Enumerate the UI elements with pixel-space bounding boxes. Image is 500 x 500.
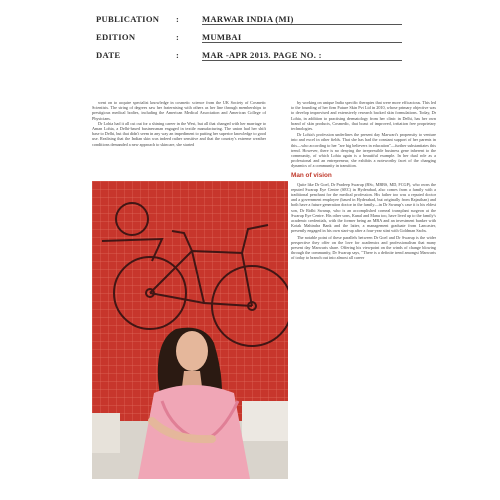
- date-label: DATE: [96, 50, 121, 60]
- subheading: Man of vision: [291, 171, 332, 179]
- edition-underline: [202, 42, 402, 43]
- paragraph: Dr Lohia's profession underlines the present day Marwari's propensity to venture into and excel in other fields. That she has had the constant support of her parents in this—who according to her "are big believers in education"—further substantiates this trend. However, there is no denying the irrepressible business gene inherent to the community, of which Lohia again is a beautiful example. In her dual role as a professional and an entrepreneur, she exhibits a noteworthy facet of the changing dynamics of a community in transition.: [291, 132, 436, 169]
- date-colon: :: [176, 50, 180, 60]
- cushion: [242, 401, 288, 441]
- right-column: [291, 100, 436, 262]
- edition-colon: :: [176, 32, 180, 42]
- edition-value: MUMBAI: [202, 32, 242, 42]
- publication-value: MARWAR INDIA (MI): [202, 14, 294, 24]
- photo-illustration: [92, 181, 288, 479]
- paragraph: The notable point of these parallels between Dr Goel and Dr Swarup is the wider perspective they offer on the love for academics and professionalism that many present day Marwaris share. Offering his viewpoint on the winds of change blowing through the community, Dr Swarup says, "There is a definite trend amongst Marwaris of today to branch out into almost all career: [291, 234, 436, 261]
- publication-label: PUBLICATION: [96, 14, 160, 24]
- edition-row: [96, 32, 476, 50]
- paragraph: Quite like Dr Goel, Dr Pradeep Swarup (BSc, MBBS, MD, FCGP), who owns the reputed Swarup Eye Centre (SEC) in Hyderabad, also comes from a family with a traditional penchant for the medical profession. His father too was a reputed doctor and a government employee (based in Hyderabad, but originally from Rajasthan) and both have a future generation doctor in the family—in Dr Swarup's case it is his eldest son, Dr Ridhi Swarup, who is an accomplished corneal transplant surgeon at the Swarup Eye Centre. His other sons, Kunal and Manu too, have lived up to the family's academic credentials, with the former being an MBA and an investment banker with Kotak Mahindra Bank and the latter, a management graduate from Lancaster, presently engaged in his own start-up after a four-year stint with Goldman Sachs.: [291, 181, 436, 234]
- paragraph: went on to acquire specialist knowledge in cosmetic science from the UK Society of Cosmetic Scientists. The string of degrees saw her fraternising with others as her line through memberships to prestigious medical bodies, including the American Medical Association and American College of Physicians.: [92, 100, 266, 121]
- clipping-header: [96, 14, 476, 68]
- magazine-page: [92, 100, 436, 490]
- top-left-column: [92, 100, 266, 147]
- date-underline: [202, 60, 402, 61]
- publication-row: [96, 14, 476, 32]
- date-row: [96, 50, 476, 68]
- publication-underline: [202, 24, 402, 25]
- portrait-photo: [92, 181, 288, 479]
- paragraph: Dr Lohia had it all cut out for a shining career in the West, but all that changed with her marriage to Aman Lohia, a Delhi-based businessman engaged in textile manufacturing. The union had her shift base to Delhi, but that didn't seem in any way an impediment to putting her superior knowledge to good use. Realising that the Indian skin was indeed rather sensitive and that the country's extreme weather conditions demanded a new approach to skincare, she started: [92, 120, 266, 147]
- publication-colon: :: [176, 14, 180, 24]
- edition-label: EDITION: [96, 32, 136, 42]
- paragraph: by working on unique India specific therapies that were more efficacious. This led to the founding of her firm Future Skin Pvt Ltd in 2010, whose primary objective was to develop improvised and extensively research backed skin formulations. Today, Dr Lohia, in addition to practising dermatology from her clinic in Delhi, has her own brand of skin products, Cosmedic, that boast of improved, irritation free proprietary technologies.: [291, 100, 436, 132]
- date-value: MAR -APR 2013. PAGE NO. :: [202, 50, 322, 60]
